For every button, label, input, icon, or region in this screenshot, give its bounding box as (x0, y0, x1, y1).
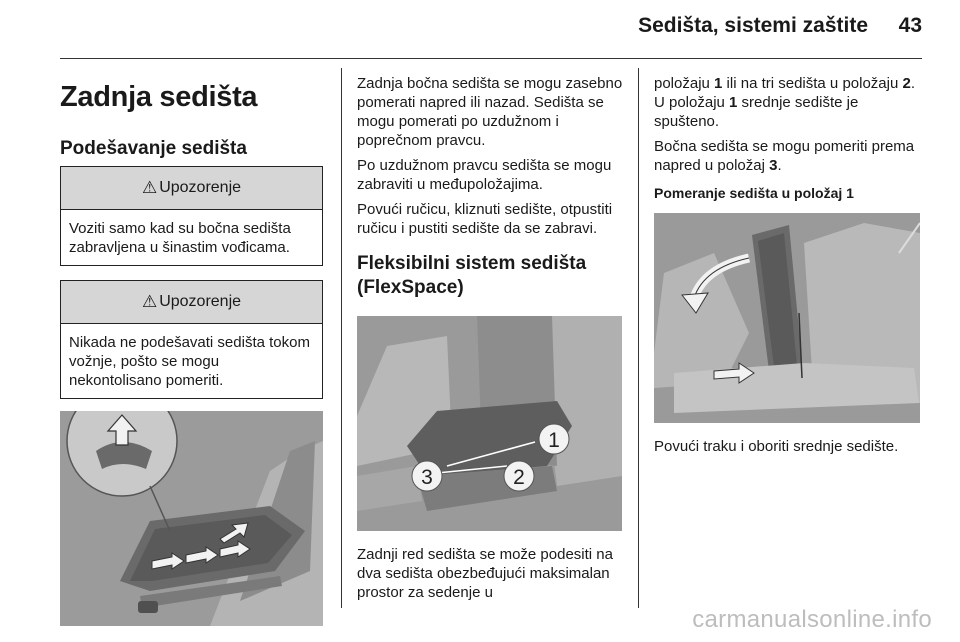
warning-box-1 (60, 166, 323, 266)
flexspace-figure (357, 316, 622, 531)
column-divider-2 (638, 68, 639, 608)
flexspace-illustration (357, 316, 622, 531)
text-run: . (777, 157, 782, 174)
section-title: Zadnja sedišta (60, 81, 258, 113)
paragraph: Zadnji red sedišta se može podesiti na dva sedišta obezbeđujući maksimalan prostor za sedenje u (357, 545, 613, 601)
paragraph: Po uzdužnom pravcu sedišta se mogu zabraviti u međupoložajima. (357, 157, 612, 193)
running-header: Sedišta, sistemi zaštite (638, 14, 868, 37)
seat-adjust-illustration (60, 411, 323, 626)
fold-seat-figure (654, 213, 920, 423)
paragraph: Povući ručicu, kliznuti sedište, otpustiti ručicu i pustiti sedište da se zabravi. (357, 201, 613, 237)
text-run: Bočna sedišta se mogu pomeriti prema napred u položaj (654, 138, 915, 174)
text-run: . U položaju (654, 75, 916, 111)
paragraph (654, 137, 926, 175)
section-subtitle: Podešavanje sedišta (60, 137, 247, 159)
watermark: carmanualsonline.info (692, 606, 932, 633)
position-ref: 2 (902, 75, 911, 92)
text-run: srednje sedište je spušteno. (654, 94, 859, 130)
warning-header (61, 167, 322, 210)
callout-2: 2 (513, 465, 525, 489)
warning-text: Nikada ne podešavati sedišta tokom vožnje, pošto se mogu nekontolisano pomeriti. (69, 333, 310, 389)
position-ref: 3 (769, 157, 778, 174)
seat-adjust-figure (60, 411, 323, 626)
warning-text: Voziti samo kad su bočna sedišta zabravljena u šinastim vođicama. (69, 219, 291, 256)
column-2 (357, 74, 625, 608)
sub-heading: Pomeranje sedišta u položaj 1 (654, 185, 854, 201)
warning-label: Upozorenje (159, 292, 242, 310)
warning-icon: ⚠ (141, 177, 158, 197)
callout-3: 3 (421, 465, 433, 489)
fold-seat-illustration (654, 213, 920, 423)
figure-caption: Povući traku i oboriti srednje sedište. (654, 438, 899, 455)
warning-box-2 (60, 280, 323, 399)
warning-header (61, 281, 322, 324)
position-ref: 1 (714, 75, 723, 92)
warning-icon: ⚠ (141, 291, 158, 311)
column-divider-1 (341, 68, 342, 608)
column-1 (60, 70, 323, 626)
text-run: ili na tri sedišta u položaju (722, 75, 903, 92)
text-run: položaju (654, 75, 715, 92)
warning-label: Upozorenje (159, 178, 242, 196)
page-number: 43 (898, 14, 922, 37)
position-ref: 1 (729, 94, 738, 111)
header-rule (60, 58, 922, 59)
paragraph (654, 74, 926, 131)
paragraph: Zadnja bočna sedišta se mogu zasebno pomerati napred ili nazad. Sedišta se mogu pomerati po uzdužnom i poprečnom pravcu. (357, 75, 623, 149)
section-heading: Fleksibilni sistem sedišta (FlexSpace) (357, 253, 587, 298)
callout-1: 1 (548, 428, 560, 452)
column-3 (654, 74, 926, 462)
